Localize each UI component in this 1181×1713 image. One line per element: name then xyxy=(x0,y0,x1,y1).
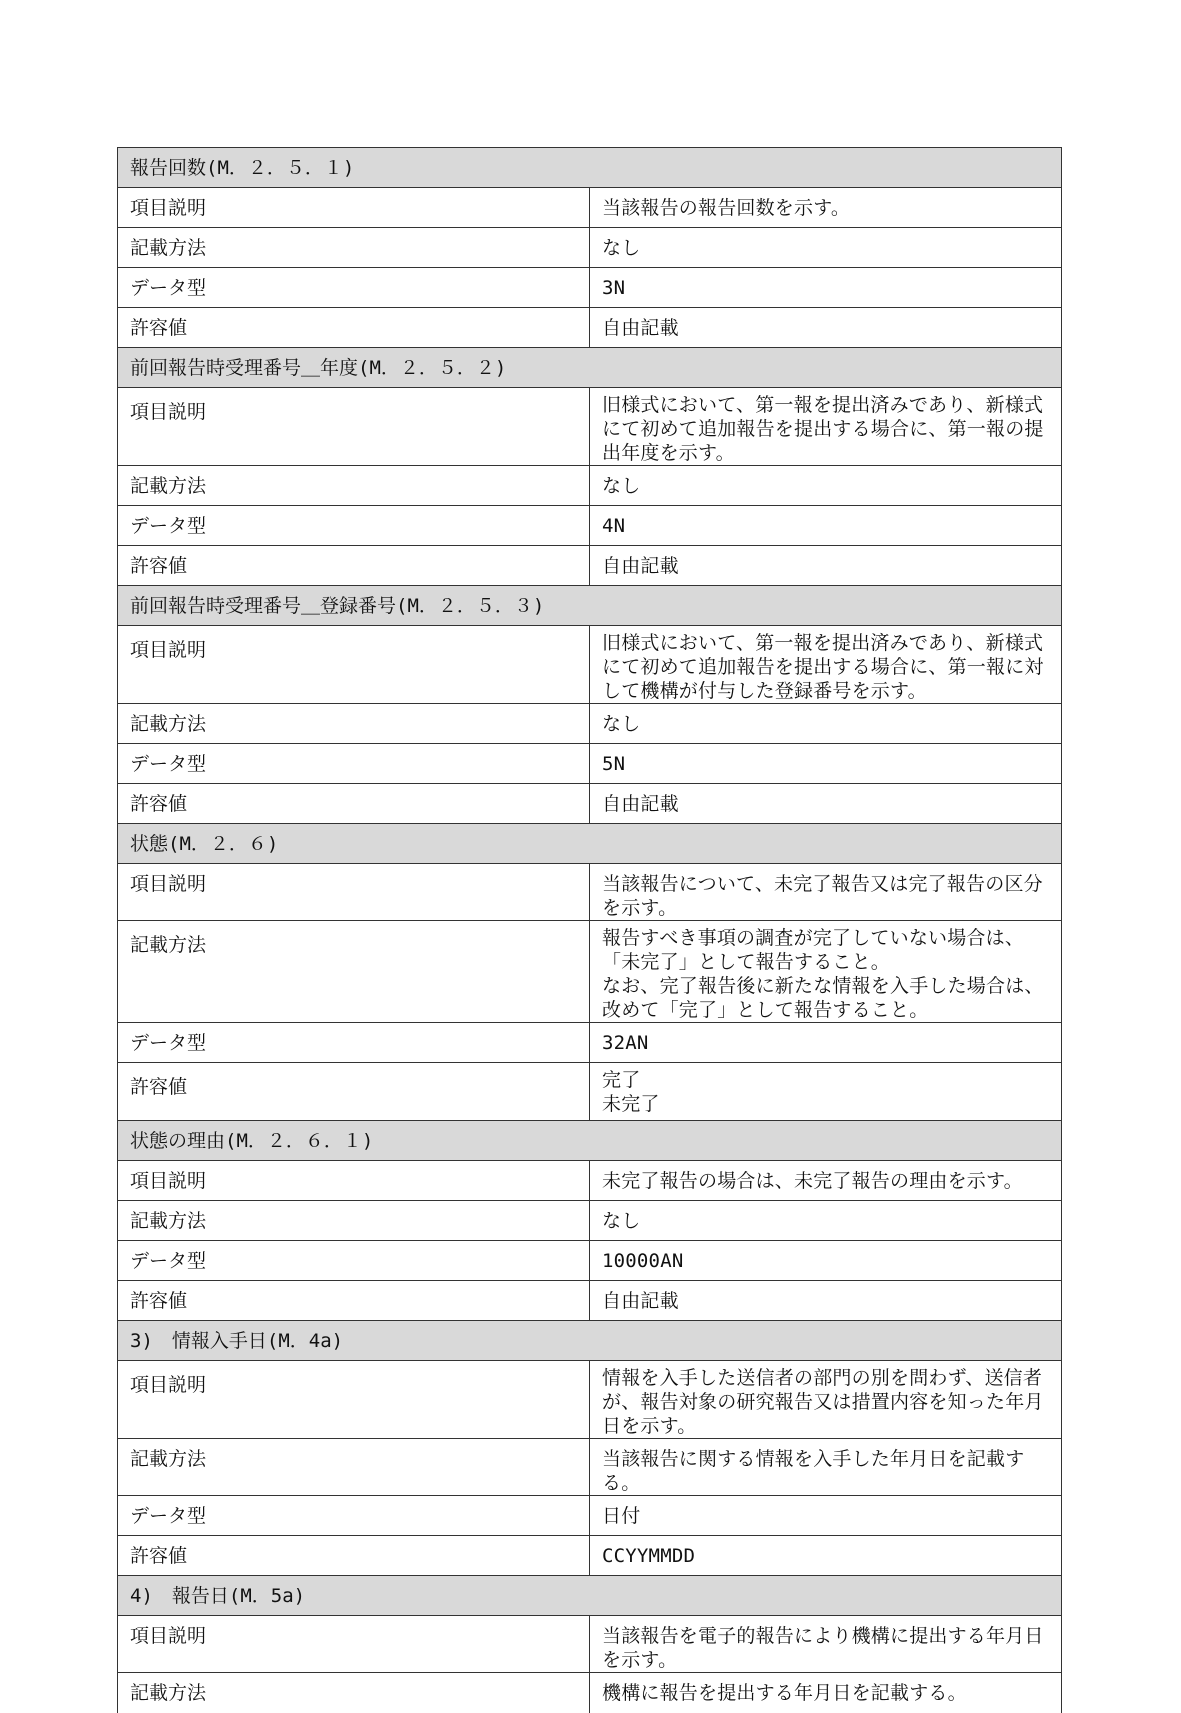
table-row xyxy=(118,1536,1062,1576)
table-row xyxy=(118,784,1062,824)
row-value: なし xyxy=(590,1201,1062,1241)
table-row xyxy=(118,308,1062,348)
row-label: 許容値 xyxy=(118,308,590,348)
row-label: 項目説明 xyxy=(118,864,590,921)
row-value: 機構に報告を提出する年月日を記載する。 xyxy=(590,1673,1062,1713)
row-value: なし xyxy=(590,704,1062,744)
section-header-row xyxy=(118,1321,1062,1361)
table-row xyxy=(118,1281,1062,1321)
table-row xyxy=(118,1161,1062,1201)
specification-table xyxy=(117,147,1062,1713)
row-label: 許容値 xyxy=(118,1063,590,1121)
table-row xyxy=(118,466,1062,506)
row-value: 日付 xyxy=(590,1496,1062,1536)
row-label: 記載方法 xyxy=(118,228,590,268)
row-value: 4N xyxy=(590,506,1062,546)
table-row xyxy=(118,188,1062,228)
row-label: 記載方法 xyxy=(118,1439,590,1496)
row-label: 記載方法 xyxy=(118,466,590,506)
row-label: 項目説明 xyxy=(118,626,590,704)
table-row xyxy=(118,864,1062,921)
row-label: 許容値 xyxy=(118,546,590,586)
section-header-row xyxy=(118,1576,1062,1616)
table-row xyxy=(118,1673,1062,1713)
table-row xyxy=(118,1496,1062,1536)
row-value: 自由記載 xyxy=(590,1281,1062,1321)
table-row xyxy=(118,506,1062,546)
row-value: なし xyxy=(590,228,1062,268)
table-row xyxy=(118,744,1062,784)
section-title: 状態の理由(M．２．６．１) xyxy=(118,1121,1062,1161)
row-label: データ型 xyxy=(118,1496,590,1536)
row-label: データ型 xyxy=(118,1241,590,1281)
row-label: 項目説明 xyxy=(118,388,590,466)
table-row xyxy=(118,626,1062,704)
row-label: 許容値 xyxy=(118,1536,590,1576)
row-value: 当該報告に関する情報を入手した年月日を記載する。 xyxy=(590,1439,1062,1496)
row-value: CCYYMMDD xyxy=(590,1536,1062,1576)
row-value: 32AN xyxy=(590,1023,1062,1063)
table-row xyxy=(118,1361,1062,1439)
table-row xyxy=(118,1201,1062,1241)
row-value: 旧様式において、第一報を提出済みであり、新様式にて初めて追加報告を提出する場合に、第一報の提出年度を示す。 xyxy=(590,388,1062,466)
section-header-row xyxy=(118,1121,1062,1161)
row-value: 当該報告を電子的報告により機構に提出する年月日を示す。 xyxy=(590,1616,1062,1673)
row-value: 当該報告について、未完了報告又は完了報告の区分を示す。 xyxy=(590,864,1062,921)
section-header-row xyxy=(118,824,1062,864)
row-label: 記載方法 xyxy=(118,921,590,1023)
table-row xyxy=(118,1023,1062,1063)
row-label: 項目説明 xyxy=(118,188,590,228)
section-title: 3) 情報入手日(M．4a) xyxy=(118,1321,1062,1361)
row-value: なし xyxy=(590,466,1062,506)
table-row xyxy=(118,1616,1062,1673)
table-row xyxy=(118,1241,1062,1281)
row-label: データ型 xyxy=(118,268,590,308)
section-header-row xyxy=(118,148,1062,188)
row-value: 10000AN xyxy=(590,1241,1062,1281)
section-title: 4) 報告日(M．5a) xyxy=(118,1576,1062,1616)
row-value: 旧様式において、第一報を提出済みであり、新様式にて初めて追加報告を提出する場合に、第一報に対して機構が付与した登録番号を示す。 xyxy=(590,626,1062,704)
table-row xyxy=(118,228,1062,268)
row-label: 項目説明 xyxy=(118,1161,590,1201)
section-title: 報告回数(M．２．５．１) xyxy=(118,148,1062,188)
row-value: 報告すべき事項の調査が完了していない場合は、「未完了」として報告すること。 なお、完了報告後に新たな情報を入手した場合は、改めて「完了」として報告すること。 xyxy=(590,921,1062,1023)
row-label: 項目説明 xyxy=(118,1616,590,1673)
table-row xyxy=(118,546,1062,586)
row-label: 記載方法 xyxy=(118,1673,590,1713)
table-row xyxy=(118,921,1062,1023)
row-label: データ型 xyxy=(118,506,590,546)
row-value: 未完了報告の場合は、未完了報告の理由を示す。 xyxy=(590,1161,1062,1201)
table-row xyxy=(118,388,1062,466)
row-value: 自由記載 xyxy=(590,546,1062,586)
row-label: データ型 xyxy=(118,744,590,784)
row-label: 記載方法 xyxy=(118,704,590,744)
row-value: 当該報告の報告回数を示す。 xyxy=(590,188,1062,228)
row-value: 自由記載 xyxy=(590,308,1062,348)
table-row xyxy=(118,1439,1062,1496)
row-label: 記載方法 xyxy=(118,1201,590,1241)
section-header-row xyxy=(118,348,1062,388)
row-value: 5N xyxy=(590,744,1062,784)
row-value: 情報を入手した送信者の部門の別を問わず、送信者が、報告対象の研究報告又は措置内容を知った年月日を示す。 xyxy=(590,1361,1062,1439)
table-row xyxy=(118,268,1062,308)
row-label: 項目説明 xyxy=(118,1361,590,1439)
section-title: 前回報告時受理番号＿登録番号(M．２．５．３) xyxy=(118,586,1062,626)
section-title: 状態(M．２．６) xyxy=(118,824,1062,864)
section-title: 前回報告時受理番号＿年度(M．２．５．２) xyxy=(118,348,1062,388)
row-value: 自由記載 xyxy=(590,784,1062,824)
section-header-row xyxy=(118,586,1062,626)
row-label: データ型 xyxy=(118,1023,590,1063)
table-row xyxy=(118,704,1062,744)
row-value: 3N xyxy=(590,268,1062,308)
table-row xyxy=(118,1063,1062,1121)
row-label: 許容値 xyxy=(118,1281,590,1321)
row-label: 許容値 xyxy=(118,784,590,824)
row-value: 完了 未完了 xyxy=(590,1063,1062,1121)
